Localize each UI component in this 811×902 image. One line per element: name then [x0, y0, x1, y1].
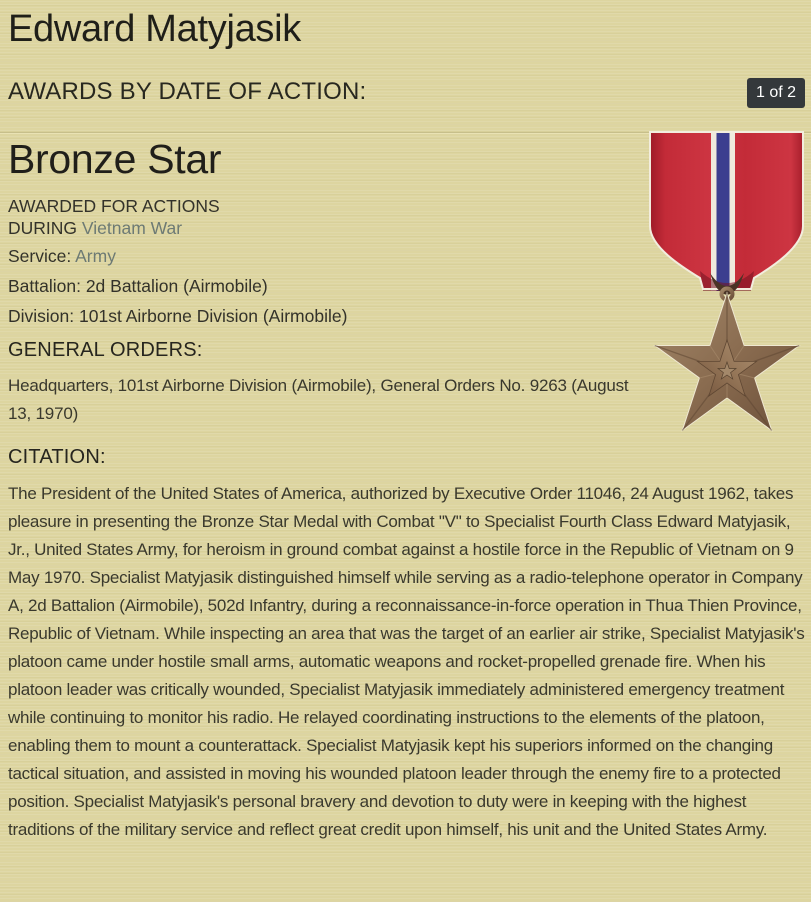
- conflict-link[interactable]: Vietnam War: [81, 217, 183, 238]
- bronze-star-medal-image: [642, 131, 808, 439]
- awarded-for-block: [8, 196, 220, 239]
- during-label: DURING: [8, 217, 82, 238]
- award-name: Bronze Star: [8, 136, 222, 182]
- page-title: Edward Matyjasik: [8, 8, 301, 50]
- battalion-label: Battalion:: [8, 276, 86, 296]
- battalion-value: 2d Battalion (Airmobile): [85, 276, 268, 296]
- awards-by-date-heading: AWARDS BY DATE OF ACTION:: [8, 78, 367, 105]
- general-orders-text: Headquarters, 101st Airborne Division (Airmobile), General Orders No. 9263 (August 13, 1970): [8, 376, 629, 423]
- medal-star: [655, 293, 800, 431]
- citation-heading: CITATION:: [8, 446, 106, 468]
- service-line: [8, 246, 116, 267]
- pager-badge: 1 of 2: [747, 78, 805, 108]
- awarded-for-line1: AWARDED FOR ACTIONS: [8, 196, 220, 216]
- service-link[interactable]: Army: [75, 246, 116, 266]
- division-line: [8, 306, 347, 327]
- battalion-line: [8, 276, 268, 297]
- medal-ribbon: [650, 131, 803, 295]
- service-label: Service:: [8, 246, 76, 266]
- general-orders-heading: GENERAL ORDERS:: [8, 339, 203, 361]
- citation-text: The President of the United States of America, authorized by Executive Order 11046, 24 August 1962, takes pleasure in presenting the Bronze Star Medal with Combat "V" to Specialist Fourth Class Edward Matyjasik, Jr., United States Army, for heroism in ground combat against a hostile force in the Republic of Vietnam on 9 May 1970. Specialist Matyjasik distinguished himself while serving as a radio-telephone operator in Company A, 2d Battalion (Airmobile), 502d Infantry, during a reconnaissance-in-force operation in Thua Thien Province, Republic of Vietnam. While inspecting an area that was the target of an earlier air strike, Specialist Matyjasik's platoon came under hostile small arms, automatic weapons and rocket-propelled grenade fire. When his platoon leader was critically wounded, Specialist Matyjasik immediately administered emergency treatment while continuing to monitor his radio. He relayed coordinating instructions to the elements of the platoon, enabling them to mount a counterattack. Specialist Matyjasik kept his superiors informed on the changing tactical situation, and assisted in moving his wounded platoon leader through the enemy fire to a protected position. Specialist Matyjasik's personal bravery and devotion to duty were in keeping with the highest traditions of the military service and reflect great credit upon himself, his unit and the United States Army.: [8, 484, 805, 839]
- division-label: Division:: [8, 306, 79, 326]
- division-value: 101st Airborne Division (Airmobile): [79, 306, 348, 326]
